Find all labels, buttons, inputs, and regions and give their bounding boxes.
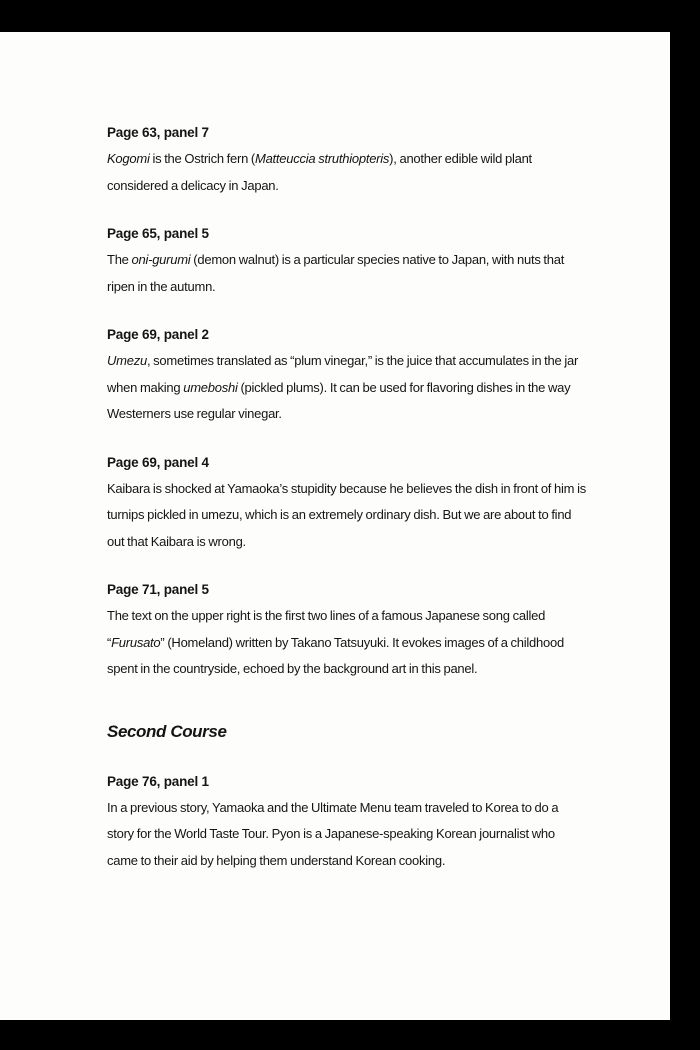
note-text: In a previous story, Yamaoka and the Ultimate Menu team traveled to Korea to do a story for the World Taste Tour. Pyon is a Japanese-speaking Korean journalist who came to their aid by helping them understand Korean cooking. (107, 799, 559, 868)
note-text: The (107, 252, 132, 267)
note-heading: Page 76, panel 1 (107, 773, 209, 789)
note-body (107, 476, 587, 556)
note-text-italic: Matteuccia struthiopteris (255, 151, 390, 166)
page-content (107, 124, 587, 900)
note-text-italic: oni-gurumi (131, 252, 191, 267)
note-text: ), another edible wild plant considered a delicacy in Japan. (107, 151, 532, 193)
note-text-italic: Furusato (111, 634, 161, 650)
note-text: , sometimes translated as “plum vinegar,” is the juice that accumulates in the jar when making (107, 353, 579, 395)
note (107, 773, 587, 875)
note-text-italic: Kogomi (107, 151, 150, 166)
note-heading: Page 69, panel 2 (107, 327, 209, 342)
note (107, 454, 587, 556)
note-body (107, 603, 587, 683)
note-text: ” (Homeland) written by Takano Tatsuyuki. It evokes images of a childhood spent in the countryside, echoed by the background art in this panel. (107, 634, 564, 676)
note-text: is the Ostrich fern ( (149, 151, 255, 166)
note-heading: Page 65, panel 5 (107, 226, 209, 241)
note-body (107, 146, 587, 199)
book-page (0, 32, 670, 1020)
note (107, 581, 587, 683)
note-text: (demon walnut) is a particular species native to Japan, with nuts that ripen in the autumn. (107, 252, 565, 294)
note-text-italic: umeboshi (183, 379, 238, 395)
note (107, 124, 587, 199)
note-heading: Page 71, panel 5 (107, 582, 209, 597)
note (107, 225, 587, 300)
note-text-italic: Umezu (107, 353, 147, 368)
section-title: Second Course (107, 721, 227, 741)
note-heading: Page 69, panel 4 (107, 454, 209, 470)
note-text: Kaibara is shocked at Yamaoka’s stupidity because he believes the dish in front of him is turnips pickled in umezu, which is an extremely ordinary dish. But we are about to find out that Kaibara is wrong. (107, 480, 586, 549)
note-text: (pickled plums). It can be used for flavoring dishes in the way Westerners use regular vinegar. (107, 379, 571, 421)
note-body (107, 247, 587, 300)
note-heading: Page 63, panel 7 (107, 125, 209, 140)
note-body (107, 795, 587, 875)
note-text: The text on the upper right is the first two lines of a famous Japanese song called “ (107, 608, 546, 650)
note-body (107, 348, 587, 428)
note (107, 326, 587, 428)
